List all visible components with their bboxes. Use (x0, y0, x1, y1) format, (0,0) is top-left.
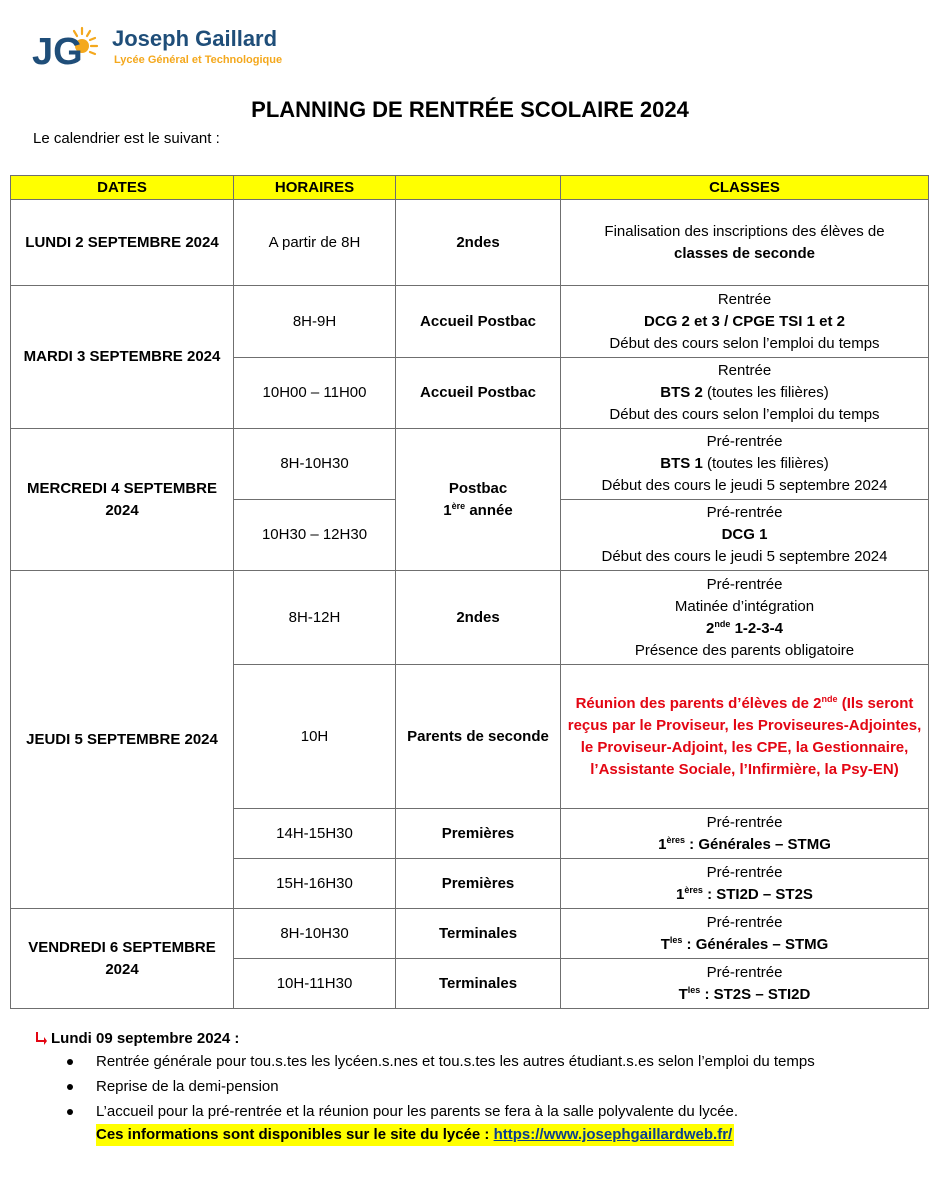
classes-line: Pré-rentrée (706, 863, 783, 881)
time-cell: 15H-16H30 (234, 859, 396, 909)
bullet-icon (67, 1059, 73, 1065)
group-cell: Premières (396, 859, 561, 909)
classes-line: Rentrée (717, 362, 772, 379)
time-cell: 10H00 – 11H00 (234, 358, 396, 429)
date-cell: MERCREDI 4 SEPTEMBRE 2024 (11, 429, 234, 571)
list-item: Reprise de la demi-pension (65, 1076, 915, 1098)
classes-cell (561, 500, 929, 571)
table-row (11, 571, 929, 665)
time-cell: 10H-11H30 (234, 959, 396, 1009)
classes-cell (561, 859, 929, 909)
column-header-classes: CLASSES (561, 176, 929, 200)
group-cell: Accueil Postbac (396, 286, 561, 358)
classes-line: Pré-rentrée (706, 575, 783, 593)
notes-list (65, 1051, 915, 1123)
table-header-row (11, 176, 929, 200)
intro-text: Le calendrier est le suivant : (33, 130, 220, 147)
classes-line: classes de seconde (674, 244, 815, 262)
classes-line: Présence des parents obligatoire (634, 641, 855, 659)
table-row (11, 286, 929, 358)
classes-cell (561, 358, 929, 429)
schedule-table (10, 175, 929, 1009)
date-cell: MARDI 3 SEPTEMBRE 2024 (11, 286, 234, 429)
classes-line: Matinée d’intégration (674, 597, 815, 615)
school-tagline: Lycée Général et Technologique (114, 54, 283, 66)
classes-line: DCG 1 (721, 526, 768, 543)
classes-line: 1ères : STI2D – ST2S (676, 884, 813, 903)
group-cell: 2ndes (396, 571, 561, 665)
column-header-empty (396, 176, 561, 200)
table-row (11, 909, 929, 959)
group-cell: Terminales (396, 959, 561, 1009)
time-cell: 8H-10H30 (234, 909, 396, 959)
group-cell: 2ndes (396, 200, 561, 286)
time-cell: 10H30 – 12H30 (234, 500, 396, 571)
time-cell: A partir de 8H (234, 200, 396, 286)
classes-line: $T^{les}$ : ST2S – STI2D (678, 984, 811, 1003)
classes-line: Début des cours selon l’emploi du temps (609, 334, 880, 352)
classes-line: Pré-rentrée (706, 504, 783, 521)
time-cell: 14H-15H30 (234, 809, 396, 859)
red-arrow-icon (35, 1031, 47, 1047)
list-item: Rentrée générale pour tou.s.tes les lycéen.s.nes et tou.s.tes les autres étudiant.s.es selon l’emploi du temps (65, 1051, 915, 1073)
table-row (11, 200, 929, 286)
classes-line: Pré-rentrée (706, 963, 783, 981)
classes-line: Pré-rentrée (706, 813, 783, 831)
classes-line: BTS 2 (toutes les filières) (660, 384, 829, 401)
group-cell: Terminales (396, 909, 561, 959)
classes-line: DCG 2 et 3 / CPGE TSI 1 et 2 (644, 312, 845, 330)
notes-section (35, 1030, 915, 1146)
bullet-icon (67, 1109, 73, 1115)
group-cell: Accueil Postbac (396, 358, 561, 429)
website-link[interactable]: https://www.josephgaillardweb.fr/ (493, 1126, 733, 1143)
school-name: Joseph Gaillard (112, 26, 278, 51)
classes-cell (561, 959, 929, 1009)
bullet-icon (67, 1084, 73, 1090)
classes-cell (561, 809, 929, 859)
time-cell: 8H-10H30 (234, 429, 396, 500)
classes-line: Début des cours le jeudi 5 septembre 2024 (601, 548, 888, 565)
list-item: L’accueil pour la pré-rentrée et la réunion pour les parents se fera à la salle polyvalente du lycée. (65, 1101, 915, 1123)
classes-line: Pré-rentrée (706, 913, 783, 931)
classes-line: 2nde 1-2-3-4 (706, 618, 783, 637)
classes-cell-highlight: Réunion des parents d’élèves de 2nde (Ils seront reçus par le Proviseur, les Proviseures-Adjointes, le Proviseur-Adjoint, les CPE, la Gestionnaire, l’Assistante Sociale, l’Infirmière, la Psy-EN) (561, 665, 929, 809)
group-cell: Parents de seconde (396, 665, 561, 809)
classes-line: Début des cours le jeudi 5 septembre 2024 (601, 477, 888, 494)
time-cell: 8H-12H (234, 571, 396, 665)
date-cell: VENDREDI 6 SEPTEMBRE 2024 (11, 909, 234, 1009)
classes-line: Rentrée (717, 290, 772, 308)
classes-line: BTS 1 (toutes les filières) (660, 455, 829, 472)
group-cell: Postbac 1ère année (396, 429, 561, 571)
date-cell: LUNDI 2 SEPTEMBRE 2024 (11, 200, 234, 286)
jg-logo-icon (30, 24, 102, 70)
notes-heading: Lundi 09 septembre 2024 : (35, 1030, 915, 1047)
school-logo (30, 22, 330, 72)
time-cell: 10H (234, 665, 396, 809)
classes-cell (561, 571, 929, 665)
classes-line: Début des cours selon l’emploi du temps (609, 406, 880, 423)
column-header-horaires: HORAIRES (234, 176, 396, 200)
classes-line: Finalisation des inscriptions des élèves de (604, 222, 885, 240)
date-cell: JEUDI 5 SEPTEMBRE 2024 (11, 571, 234, 909)
page-title: PLANNING DE RENTRÉE SCOLAIRE 2024 (251, 97, 689, 122)
classes-cell (561, 200, 929, 286)
group-cell: Premières (396, 809, 561, 859)
classes-cell (561, 909, 929, 959)
classes-cell (561, 429, 929, 500)
table-row (11, 429, 929, 500)
svg-text:JG: JG (32, 31, 83, 70)
info-highlight: Ces informations sont disponibles sur le site du lycée : https://www.josephgaillardweb.fr/ (96, 1124, 734, 1146)
classes-line: Pré-rentrée (706, 433, 783, 450)
classes-line: $T^{les}$ : Générales – STMG (660, 934, 829, 953)
classes-cell (561, 286, 929, 358)
column-header-dates: DATES (11, 176, 234, 200)
time-cell: 8H-9H (234, 286, 396, 358)
classes-line: 1ères : Générales – STMG (658, 834, 831, 853)
